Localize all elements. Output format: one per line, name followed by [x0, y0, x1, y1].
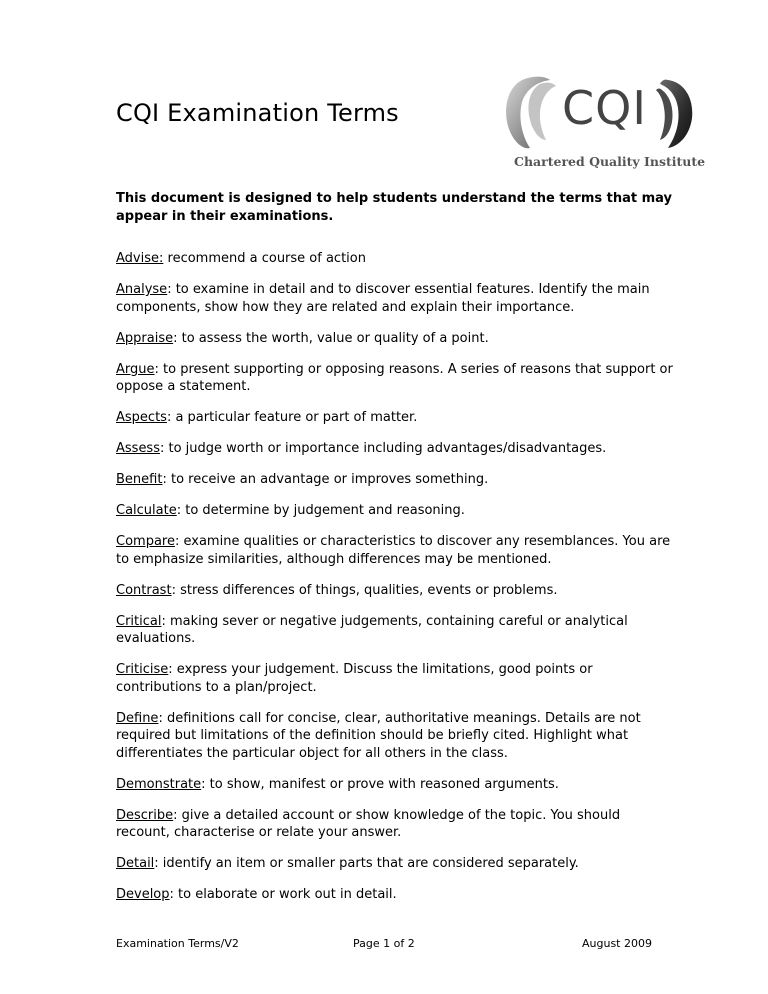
term-entry: [116, 440, 676, 458]
term-entry: [116, 613, 676, 648]
term-entry: [116, 855, 676, 873]
term-name: Contrast: [116, 582, 172, 598]
term-definition: : definitions call for concise, clear, authoritative meanings. Details are not required but limitations of the definition should be briefly cited. Highlight what differentiates the particular object for all others in the class.: [116, 710, 641, 761]
term-entry: [116, 582, 676, 600]
page-title: CQI Examination Terms: [116, 99, 399, 127]
term-name: Compare: [116, 534, 175, 549]
footer-page-number: Page 1 of 2: [353, 937, 415, 950]
term-name: Demonstrate: [116, 776, 202, 792]
term-entry: [116, 281, 676, 316]
term-name: Criticise: [116, 662, 169, 677]
term-name: Define: [116, 710, 159, 726]
term-definition: : to examine in detail and to discover essential features. Identify the main components, show how they are related and explain their importance.: [116, 282, 650, 315]
term-entry: [116, 710, 676, 763]
term-name: Argue: [116, 361, 155, 377]
intro-text: This document is designed to help students understand the terms that may appear in their examinations.: [116, 191, 673, 224]
term-name: Develop: [116, 887, 170, 902]
term-name: Advise:: [116, 251, 164, 266]
term-name: Aspects: [116, 410, 167, 425]
term-entry: [116, 361, 676, 396]
term-definition: : give a detailed account or show knowledge of the topic. You should recount, characterise or relate your answer.: [116, 807, 621, 840]
term-name: Detail: [116, 856, 155, 871]
term-definition: : to receive an advantage or improves something.: [162, 472, 489, 487]
term-name: Analyse: [116, 282, 168, 297]
term-entry: [116, 533, 676, 568]
term-definition: : to elaborate or work out in detail.: [169, 887, 397, 902]
term-entry: [116, 409, 676, 427]
term-definition: : express your judgement. Discuss the limitations, good points or contributions to a plan/project.: [116, 662, 593, 695]
logo-text: CQI: [562, 81, 647, 135]
logo-caption: Chartered Quality Institute: [514, 154, 706, 169]
term-definition: : identify an item or smaller parts that are considered separately.: [154, 856, 579, 871]
term-entry: [116, 661, 676, 696]
term-entry: [116, 471, 676, 489]
terms-list: [116, 250, 676, 917]
term-definition: recommend a course of action: [163, 251, 366, 266]
footer-doc-version: Examination Terms/V2: [116, 937, 239, 950]
footer-date: August 2009: [582, 937, 652, 950]
term-entry: [116, 807, 676, 842]
cqi-logo: [500, 74, 706, 174]
term-definition: : to assess the worth, value or quality of a point.: [173, 330, 489, 346]
term-definition: : to judge worth or importance including advantages/disadvantages.: [159, 441, 607, 456]
term-entry: [116, 776, 676, 794]
term-name: Assess: [116, 441, 160, 456]
term-entry: [116, 886, 676, 904]
term-name: Benefit: [116, 472, 163, 487]
term-entry: [116, 502, 676, 520]
term-name: Appraise: [116, 330, 174, 346]
term-definition: : a particular feature or part of matter.: [166, 410, 418, 425]
term-name: Critical: [116, 613, 162, 629]
term-definition: : to show, manifest or prove with reasoned arguments.: [201, 776, 559, 792]
term-definition: : examine qualities or characteristics to discover any resemblances. You are to emphasize similarities, although differences may be mentioned.: [116, 534, 671, 567]
term-entry: [116, 330, 676, 348]
term-definition: : to present supporting or opposing reasons. A series of reasons that support or oppose a statement.: [116, 361, 673, 394]
term-name: Describe: [116, 807, 174, 823]
term-definition: : making sever or negative judgements, containing careful or analytical evaluations.: [116, 613, 628, 646]
term-name: Calculate: [116, 503, 177, 518]
term-entry: [116, 250, 676, 268]
term-definition: : stress differences of things, qualities, events or problems.: [171, 582, 558, 598]
logo-wordmark: [562, 82, 647, 134]
page-footer: [116, 937, 652, 953]
term-definition: : to determine by judgement and reasoning.: [176, 503, 465, 518]
